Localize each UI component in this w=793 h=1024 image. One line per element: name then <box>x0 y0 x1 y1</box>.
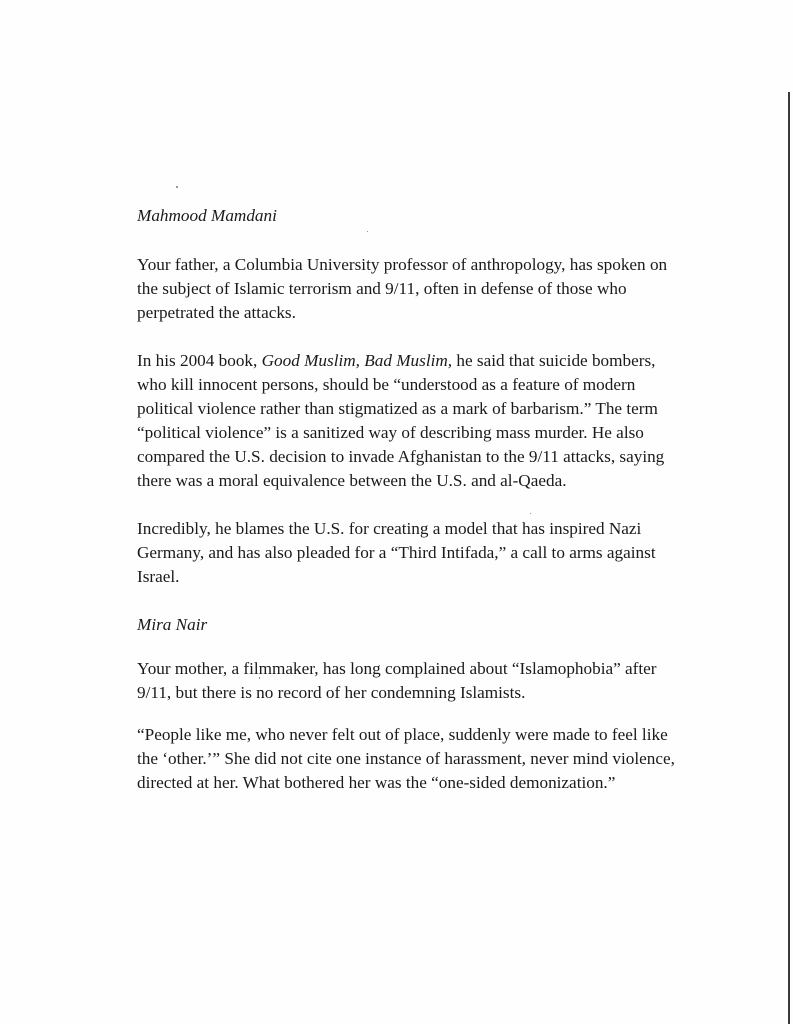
paragraph-text: In his 2004 book, <box>137 351 262 370</box>
book-title: Good Muslim, Bad Muslim, <box>261 351 453 370</box>
paragraph-nair-islamophobia: Your mother, a filmmaker, has long complained about “Islamophobia” after 9/11, but there is no record of her condemning Islamists. <box>137 659 657 702</box>
paragraph-nair-quote: “People like me, who never felt out of place, suddenly were made to feel like the ‘other.’” She did not cite one instance of harassment, never mind violence, directed at her. What bothered her was the “one-sided demonization.” <box>137 725 675 792</box>
section-heading-nair: Mira Nair <box>137 615 208 634</box>
paragraph-mamdani-book <box>137 349 682 493</box>
paragraph-text: he said that suicide bombers, who kill innocent persons, should be “understood as a feature of modern political violence rather than stigmatized as a mark of barbarism.” The term “political violence” is a sanitized way of describing mass murder. He also compared the U.S. decision to invade Afghanistan to the 9/11 attacks, saying there was a moral equivalence between the U.S. and al-Qaeda. <box>137 351 665 490</box>
scan-speck <box>176 186 178 188</box>
paragraph-mamdani-intro: Your father, a Columbia University professor of anthropology, has spoken on the subject of Islamic terrorism and 9/11, often in defense of those who perpetrated the attacks. <box>137 255 668 322</box>
paragraph-mamdani-intifada: Incredibly, he blames the U.S. for creating a model that has inspired Nazi Germany, and has also pleaded for a “Third Intifada,” a call to arms against Israel. <box>137 519 656 586</box>
section-heading-mamdani: Mahmood Mamdani <box>137 206 277 225</box>
letter-body <box>137 204 682 819</box>
scan-edge-line <box>788 92 790 1024</box>
